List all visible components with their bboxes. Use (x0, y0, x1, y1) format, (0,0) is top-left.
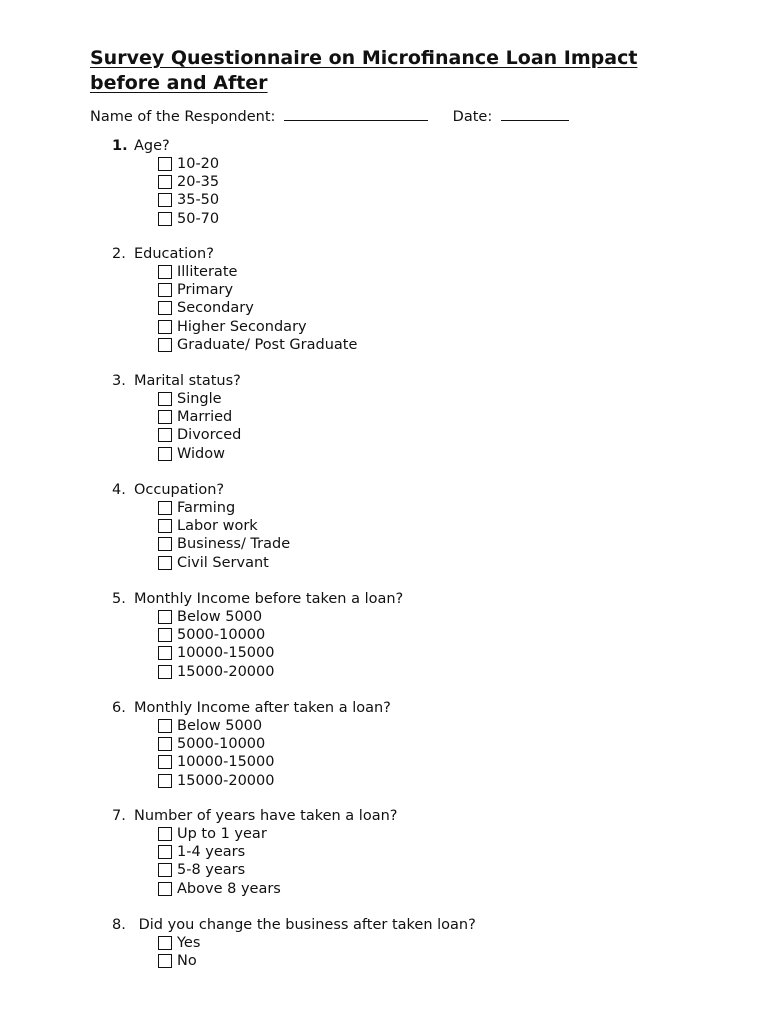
checkbox[interactable] (158, 501, 172, 515)
question-number: 5. (112, 591, 126, 607)
answer-option[interactable] (158, 263, 357, 281)
answer-option[interactable] (158, 445, 241, 463)
option-label: Above 8 years (177, 880, 281, 897)
question-text-row (112, 590, 403, 608)
checkbox[interactable] (158, 845, 172, 859)
answer-option[interactable] (158, 210, 219, 228)
question-text: Marital status? (134, 373, 241, 389)
answer-option[interactable] (158, 299, 357, 317)
checkbox[interactable] (158, 646, 172, 660)
question-text: Monthly Income before taken a loan? (134, 591, 404, 607)
option-label: Up to 1 year (177, 826, 267, 843)
answer-options (158, 263, 357, 354)
checkbox[interactable] (158, 936, 172, 950)
checkbox[interactable] (158, 556, 172, 570)
option-label: 20-35 (177, 174, 220, 191)
option-label: Single (177, 391, 222, 408)
question-text-row (112, 916, 476, 934)
option-label: Below 5000 (177, 609, 263, 626)
checkbox[interactable] (158, 719, 172, 733)
question-text-row (112, 245, 214, 263)
question-number: 4. (112, 482, 126, 498)
option-label: Primary (177, 282, 234, 299)
date-label: Date: (452, 109, 493, 125)
option-label: Below 5000 (177, 718, 263, 735)
answer-option[interactable] (158, 535, 290, 553)
question-text: Number of years have taken a loan? (134, 808, 398, 824)
option-label: Yes (177, 935, 201, 952)
title-line-2: before and After (90, 72, 268, 94)
question-text-row (112, 481, 224, 499)
question-text: Did you change the business after taken loan? (134, 917, 476, 933)
answer-option[interactable] (158, 554, 290, 572)
checkbox[interactable] (158, 283, 172, 297)
option-label: 35-50 (177, 192, 220, 209)
answer-option[interactable] (158, 825, 281, 843)
question-text: Age? (134, 138, 170, 154)
answer-option[interactable] (158, 155, 219, 173)
checkbox[interactable] (158, 519, 172, 533)
checkbox[interactable] (158, 827, 172, 841)
checkbox[interactable] (158, 338, 172, 352)
respondent-name-field[interactable] (284, 106, 428, 121)
option-label: Civil Servant (177, 554, 269, 571)
checkbox[interactable] (158, 665, 172, 679)
checkbox[interactable] (158, 193, 172, 207)
answer-option[interactable] (158, 663, 275, 681)
checkbox[interactable] (158, 265, 172, 279)
answer-options (158, 499, 290, 572)
page-title (90, 46, 730, 96)
answer-option[interactable] (158, 173, 219, 191)
answer-option[interactable] (158, 426, 241, 444)
answer-options (158, 390, 241, 463)
option-label: 5000-10000 (177, 627, 266, 644)
checkbox[interactable] (158, 610, 172, 624)
option-label: Labor work (177, 518, 258, 535)
answer-option[interactable] (158, 517, 290, 535)
option-label: Married (177, 409, 233, 426)
option-label: Secondary (177, 300, 254, 317)
option-label: 50-70 (177, 210, 220, 227)
answer-option[interactable] (158, 318, 357, 336)
question-number: 8. (112, 917, 126, 933)
option-label: 15000-20000 (177, 772, 275, 789)
checkbox[interactable] (158, 428, 172, 442)
question-text: Monthly Income after taken a loan? (134, 700, 391, 716)
answer-option[interactable] (158, 626, 275, 644)
answer-option[interactable] (158, 952, 200, 970)
answer-option[interactable] (158, 191, 219, 209)
answer-option[interactable] (158, 408, 241, 426)
question-text-row (112, 372, 241, 390)
title-line-1: Survey Questionnaire on Microfinance Loan Impact (90, 47, 638, 69)
checkbox[interactable] (158, 392, 172, 406)
option-label: 10000-15000 (177, 754, 275, 771)
answer-option[interactable] (158, 644, 275, 662)
option-label: 5-8 years (177, 862, 246, 879)
answer-option[interactable] (158, 499, 290, 517)
checkbox[interactable] (158, 212, 172, 226)
question-number: 3. (112, 373, 126, 389)
checkbox[interactable] (158, 301, 172, 315)
checkbox[interactable] (158, 175, 172, 189)
checkbox[interactable] (158, 863, 172, 877)
answer-option[interactable] (158, 717, 275, 735)
option-label: 10000-15000 (177, 645, 275, 662)
checkbox[interactable] (158, 755, 172, 769)
respondent-row (90, 106, 569, 127)
answer-option[interactable] (158, 772, 275, 790)
answer-options (158, 608, 275, 681)
checkbox[interactable] (158, 157, 172, 171)
answer-option[interactable] (158, 843, 281, 861)
answer-option[interactable] (158, 880, 281, 898)
option-label: 1-4 years (177, 844, 246, 861)
checkbox[interactable] (158, 737, 172, 751)
answer-options (158, 934, 200, 970)
answer-option[interactable] (158, 336, 357, 354)
option-label: Illiterate (177, 264, 238, 281)
checkbox[interactable] (158, 537, 172, 551)
option-label: No (177, 953, 197, 970)
question-text: Education? (134, 246, 214, 262)
checkbox[interactable] (158, 774, 172, 788)
option-label: 15000-20000 (177, 663, 275, 680)
option-label: Business/ Trade (177, 536, 291, 553)
question-number: 2. (112, 246, 126, 262)
option-label: Graduate/ Post Graduate (177, 336, 358, 353)
question-text-row (112, 137, 170, 155)
answer-options (158, 155, 219, 228)
checkbox[interactable] (158, 410, 172, 424)
answer-option[interactable] (158, 735, 275, 753)
checkbox[interactable] (158, 628, 172, 642)
option-label: Widow (177, 445, 225, 462)
date-field[interactable] (501, 106, 569, 121)
answer-option[interactable] (158, 281, 357, 299)
checkbox[interactable] (158, 320, 172, 334)
question-text-row (112, 807, 397, 825)
question-number: 1. (112, 138, 128, 154)
answer-options (158, 717, 275, 790)
answer-option[interactable] (158, 390, 241, 408)
checkbox[interactable] (158, 447, 172, 461)
checkbox[interactable] (158, 954, 172, 968)
respondent-name-label: Name of the Respondent: (90, 109, 276, 125)
checkbox[interactable] (158, 882, 172, 896)
option-label: Farming (177, 500, 236, 517)
option-label: 10-20 (177, 156, 220, 173)
option-label: Higher Secondary (177, 318, 307, 335)
answer-option[interactable] (158, 753, 275, 771)
option-label: 5000-10000 (177, 736, 266, 753)
answer-option[interactable] (158, 861, 281, 879)
answer-options (158, 825, 281, 898)
question-number: 6. (112, 700, 126, 716)
question-number: 7. (112, 808, 126, 824)
question-text: Occupation? (134, 482, 225, 498)
option-label: Divorced (177, 427, 242, 444)
question-text-row (112, 699, 391, 717)
answer-option[interactable] (158, 608, 275, 626)
answer-option[interactable] (158, 934, 200, 952)
